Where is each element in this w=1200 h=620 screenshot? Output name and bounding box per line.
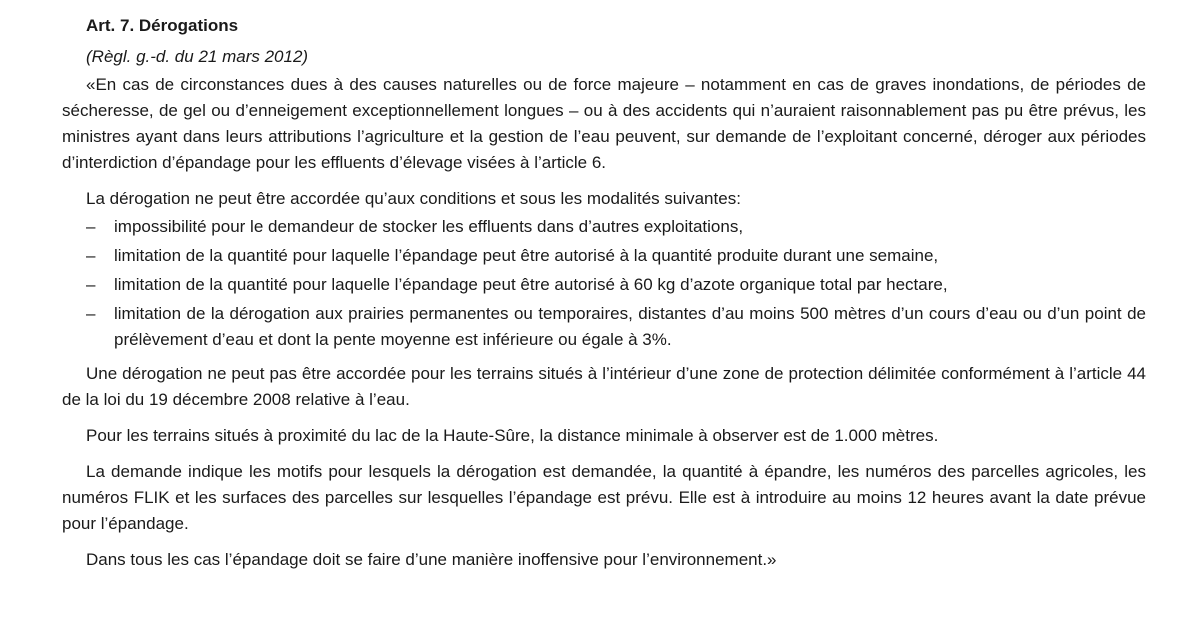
conditions-list xyxy=(62,214,1146,353)
conditions-intro: La dérogation ne peut être accordée qu’aux conditions et sous les modalités suivantes: xyxy=(86,189,741,208)
dash-bullet: – xyxy=(86,275,96,294)
protection-zone-paragraph: Une dérogation ne peut pas être accordée pour les terrains situés à l’intérieur d’une zone de protection délimitée conformément à l’article 44 de la loi du 19 décembre 2008 relative à l’eau. xyxy=(62,364,1146,409)
list-item xyxy=(62,301,1146,353)
list-item xyxy=(62,214,1146,240)
dash-bullet: – xyxy=(86,246,96,265)
list-item xyxy=(62,243,1146,269)
condition-text: limitation de la dérogation aux prairies permanentes ou temporaires, distantes d’au moins 500 mètres d’un cours d’eau ou d’un point de prélèvement d’eau et dont la pente moyenne est inférieure ou égale à 3%. xyxy=(114,304,1146,349)
request-paragraph: La demande indique les motifs pour lesquels la dérogation est demandée, la quantité à épandre, les numéros des parcelles agricoles, les numéros FLIK et les surfaces des parcelles sur lesquelles l’épandage est prévu. Elle est à introduire au moins 12 heures avant la date prévue pour l’épandage. xyxy=(62,462,1146,533)
dash-bullet: – xyxy=(86,217,96,236)
intro-paragraph: «En cas de circonstances dues à des causes naturelles ou de force majeure – notamment en cas de graves inondations, de périodes de sécheresse, de gel ou d’enneigement exceptionnellement longues – ou à des accidents qui n’auraient raisonnablement pas pu être prévus, les ministres ayant dans leurs attributions l’agriculture et la gestion de l’eau peuvent, sur demande de l’exploitant concerné, déroger aux périodes d’interdiction d’épandage pour les effluents d’élevage visées à l’article 6. xyxy=(62,75,1146,172)
condition-text: limitation de la quantité pour laquelle l’épandage peut être autorisé à la quantité produite durant une semaine, xyxy=(114,246,939,265)
final-paragraph: Dans tous les cas l’épandage doit se faire d’une manière inoffensive pour l’environnement.» xyxy=(86,550,777,569)
list-item xyxy=(62,272,1146,298)
condition-text: impossibilité pour le demandeur de stocker les effluents dans d’autres exploitations, xyxy=(114,217,744,236)
dash-bullet: – xyxy=(86,304,96,323)
article-title: Art. 7. Dérogations xyxy=(86,16,239,35)
article-source: (Règl. g.-d. du 21 mars 2012) xyxy=(86,47,309,66)
haute-sure-paragraph: Pour les terrains situés à proximité du lac de la Haute-Sûre, la distance minimale à observer est de 1.000 mètres. xyxy=(86,426,939,445)
condition-text: limitation de la quantité pour laquelle l’épandage peut être autorisé à 60 kg d’azote organique total par hectare, xyxy=(114,275,948,294)
